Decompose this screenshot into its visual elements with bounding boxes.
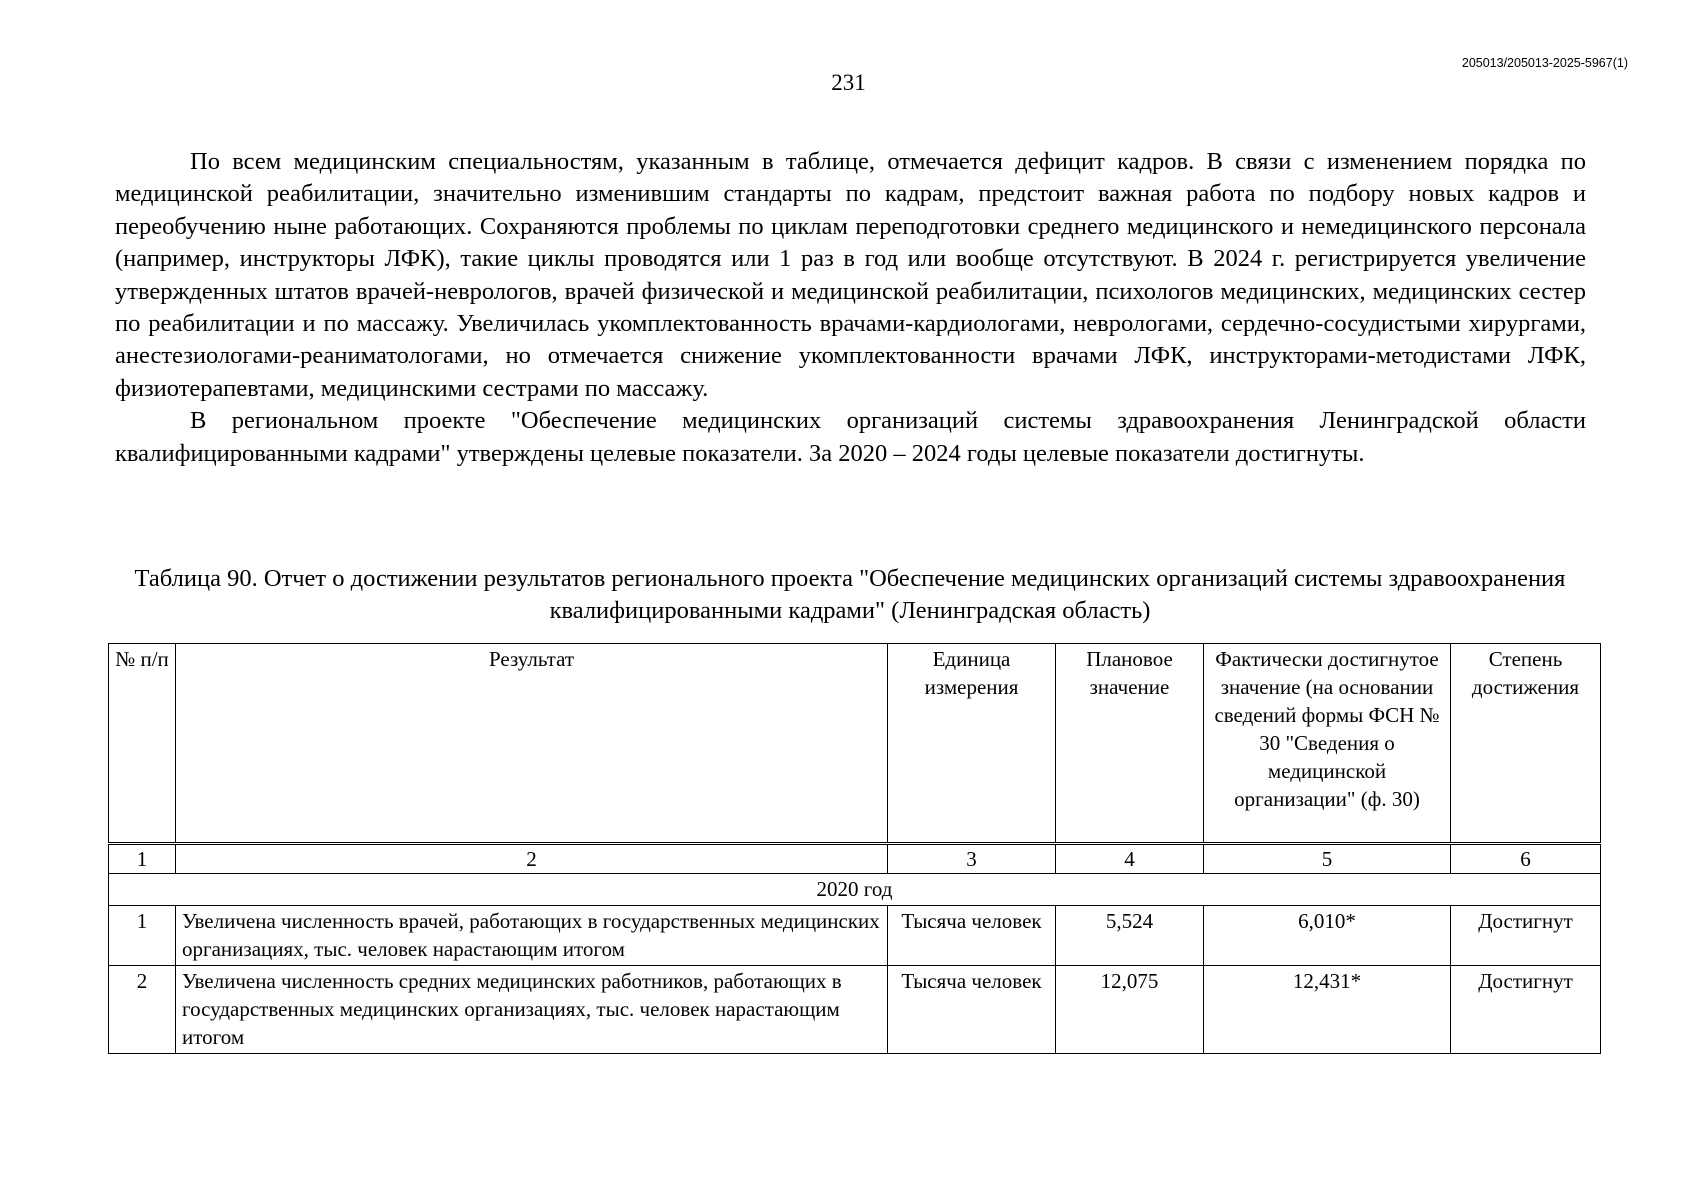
column-number: 6 [1451, 844, 1601, 874]
section-row [109, 874, 1601, 906]
body-text [115, 146, 1586, 470]
column-number-row [109, 844, 1601, 874]
column-number: 3 [888, 844, 1056, 874]
header-fact: Фактически достигнутое значение (на основании сведений формы ФСН № 30 "Сведения о медицинской организации" (ф. 30) [1204, 644, 1451, 844]
row-num: 1 [109, 906, 176, 966]
column-number: 2 [176, 844, 888, 874]
section-label: 2020 год [109, 874, 1601, 906]
header-result: Результат [176, 644, 888, 844]
row-plan: 5,524 [1056, 906, 1204, 966]
row-fact: 6,010* [1204, 906, 1451, 966]
results-table [108, 643, 1601, 1054]
paragraph-1: По всем медицинским специальностям, указанным в таблице, отмечается дефицит кадров. В связи с изменением порядка по медицинской реабилитации, значительно изменившим стандарты по кадрам, предстоит важная работа по подбору новых кадров и переобучению ныне работающих. Сохраняются проблемы по циклам переподготовки среднего медицинского и немедицинского персонала (например, инструкторы ЛФК), такие циклы проводятся или 1 раз в год или вообще отсутствуют. В 2024 г. регистрируется увеличение утвержденных штатов врачей-неврологов, врачей физической и медицинской реабилитации, психологов медицинских, медицинских сестер по реабилитации и по массажу. Увеличилась укомплектованность врачами-кардиологами, неврологами, сердечно-сосудистыми хирургами, анестезиологами-реаниматологами, но отмечается снижение укомплектованности врачами ЛФК, инструкторами-методистами ЛФК, физиотерапевтами, медицинскими сестрами по массажу. [115, 148, 1586, 402]
table-row [109, 966, 1601, 1054]
row-status: Достигнут [1451, 966, 1601, 1054]
document-id: 205013/205013-2025-5967(1) [1461, 56, 1628, 70]
row-plan: 12,075 [1056, 966, 1204, 1054]
header-status: Степень достижения [1451, 644, 1601, 844]
row-status: Достигнут [1451, 906, 1601, 966]
header-unit: Единица измерения [888, 644, 1056, 844]
table-caption: Таблица 90. Отчет о достижении результатов регионального проекта "Обеспечение медицинских организаций системы здравоохранения квалифицированными кадрами" (Ленинградская область) [134, 565, 1566, 624]
header-num: № п/п [109, 644, 176, 844]
row-num: 2 [109, 966, 176, 1054]
table-header-row [109, 644, 1601, 844]
row-fact: 12,431* [1204, 966, 1451, 1054]
page-number: 231 [831, 70, 866, 95]
header-plan: Плановое значение [1056, 644, 1204, 844]
table-row [109, 906, 1601, 966]
paragraph-2: В региональном проекте "Обеспечение медицинских организаций системы здравоохранения Ленинградской области квалифицированными кадрами" утверждены целевые показатели. За 2020 – 2024 годы целевые показатели достигнуты. [115, 407, 1586, 467]
row-unit: Тысяча человек [888, 906, 1056, 966]
row-result: Увеличена численность врачей, работающих в государственных медицинских организациях, тыс. человек нарастающим итогом [176, 906, 888, 966]
row-unit: Тысяча человек [888, 966, 1056, 1054]
row-result: Увеличена численность средних медицинских работников, работающих в государственных медицинских организациях, тыс. человек нарастающим итогом [176, 966, 888, 1054]
column-number: 4 [1056, 844, 1204, 874]
column-number: 5 [1204, 844, 1451, 874]
column-number: 1 [109, 844, 176, 874]
